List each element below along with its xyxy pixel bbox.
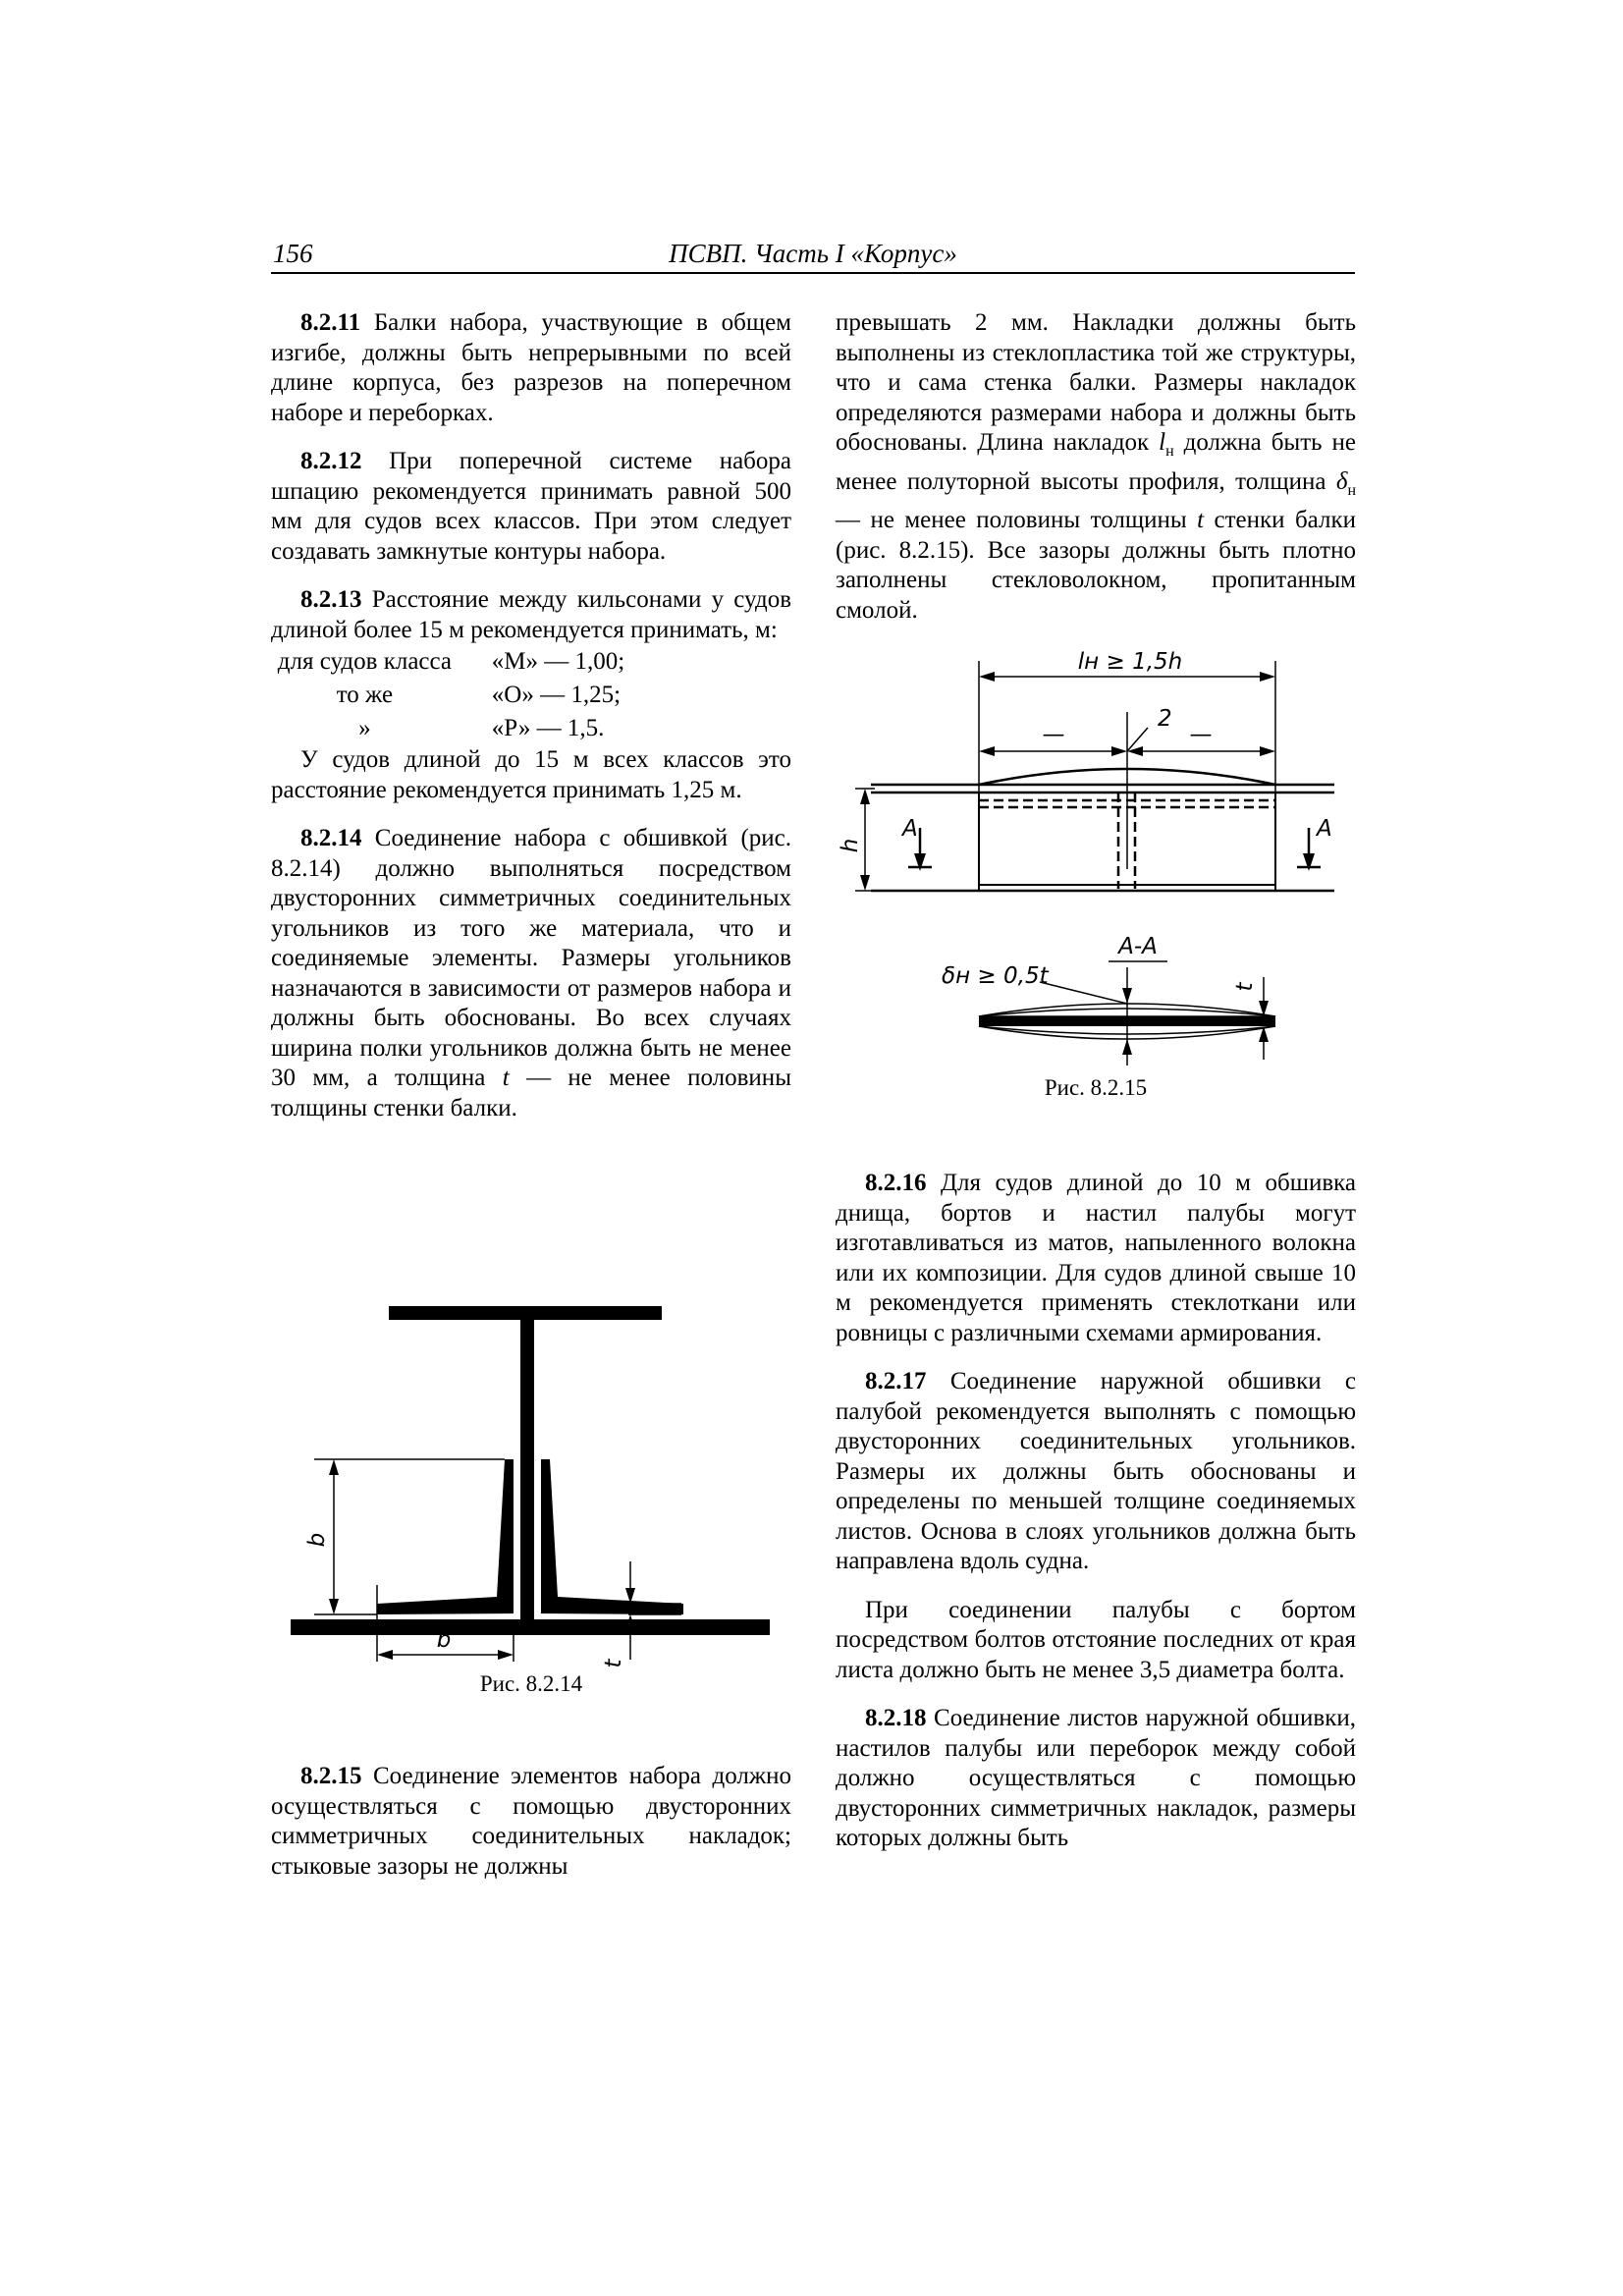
- label-b-horizontal: b: [436, 1627, 452, 1653]
- table-cell: для судов класса: [277, 648, 453, 675]
- paragraph-8-2-13-note: У судов длиной до 15 м всех классов это расстояние рекомендуется принимать 1,25 м.: [271, 746, 791, 803]
- table-cell: »: [358, 715, 371, 741]
- figure-caption: Рис. 8.2.15: [1044, 1075, 1148, 1100]
- paragraph-8-2-18: [836, 1704, 1356, 1854]
- arrowhead: [979, 746, 995, 756]
- paragraph-8-2-15: [271, 1762, 791, 1882]
- section-number: 8.2.12: [300, 448, 362, 474]
- arrowhead: [1111, 746, 1127, 756]
- figure-8-2-14: [271, 1277, 791, 1709]
- paragraph-8-2-11: [271, 308, 791, 428]
- arrowhead: [1260, 746, 1275, 756]
- label-section: А-А: [1118, 934, 1158, 959]
- paragraph-text: Соединение элементов набора должно осуществляться с помощью двусторонних симметричных соединительных накладок; стыковые зазоры не должны: [271, 1763, 792, 1880]
- arrowhead: [377, 1650, 393, 1660]
- paragraph-text: должна быть не менее полуторной высоты профиля, толщина: [836, 429, 1356, 495]
- paragraph-8-2-14: [271, 824, 791, 1123]
- leader-line: [1127, 728, 1148, 751]
- arrowhead: [1303, 853, 1315, 871]
- table-cell: то же: [336, 682, 394, 708]
- section-number: 8.2.17: [865, 1368, 927, 1394]
- leader-line: [1040, 982, 1127, 1004]
- table-cell: «О» — 1,25;: [491, 682, 622, 708]
- arrowhead: [860, 789, 870, 804]
- variable-t: t: [502, 1065, 510, 1091]
- paragraph-text: Соединение наружной обшивки с палубой рекомендуется выполнять с помощью двусторонних соединительных угольников. Размеры их должны быть обоснованы и определены по меньшей толщине соединяемых листов. Основа в слоях угольников должна быть направлена вдоль судна.: [836, 1368, 1357, 1574]
- label-b-vertical: b: [304, 1532, 330, 1548]
- section-number: 8.2.13: [300, 586, 362, 613]
- paragraph-8-2-17: [836, 1367, 1356, 1577]
- table-row: [271, 712, 791, 745]
- beam-flange: [389, 1306, 662, 1320]
- table-cell: «Р» — 1,5.: [491, 715, 605, 741]
- paragraph-8-2-17-bolts: При соединении палубы с бортом посредством болтов отстояние последних от края листа должно быть не менее 3,5 диаметра болта.: [836, 1596, 1356, 1683]
- left-column-bottom: [271, 1762, 791, 1882]
- shell-plate: [291, 1619, 770, 1635]
- right-angle: [541, 1459, 683, 1614]
- left-angle: [377, 1459, 514, 1614]
- paragraph-8-2-13: [271, 585, 791, 645]
- label-half-left: —: [1042, 722, 1065, 747]
- butt-strap-connection-drawing: [836, 643, 1356, 1066]
- label-t: t: [601, 1659, 626, 1668]
- label-t: t: [1232, 982, 1258, 992]
- label-length: lн ≥ 1,5h: [1077, 649, 1183, 675]
- running-header: [271, 239, 1355, 274]
- table-row: [271, 645, 791, 679]
- paragraph-text: Соединение листов наружной обшивки, настилов палубы или переборок между собой должно осуществляться с помощью двусторонних симметричных накладок, размеры которых должны быть: [836, 1705, 1356, 1851]
- paragraph-8-2-16: [836, 1169, 1356, 1348]
- label-h: h: [838, 838, 863, 853]
- frame-angle-connection-drawing: [271, 1277, 791, 1669]
- paragraph-text: — не менее половины толщины стенки балки.: [271, 1065, 791, 1121]
- paragraph-text: Для судов длиной до 10 м обшивка днища, бортов и настил палубы могут изготавливаться из матов, напыленного волокна или их композиции. Для судов длиной свыше 10 м рекомендуется применять стеклоткани или ровницы с различными схемами армирования.: [836, 1170, 1356, 1346]
- label-delta: δн ≥ 0,5t: [942, 963, 1049, 989]
- table-cell: «М» — 1,00;: [491, 648, 625, 675]
- label-section-left: A: [902, 816, 918, 842]
- paragraph-text: стенки балки (рис. 8.2.15). Все зазоры должны быть плотно заполнены стекловолокном, пропитанным смолой.: [836, 507, 1356, 624]
- paragraph-text: Соединение набора с обшивкой (рис. 8.2.14) должно выполняться посредством двусторонних симметричных соединительных угольников из того же материала, что и соединяемые элементы. Размеры угольников назначаются в зависимости от размеров набора и должны быть обоснованы. Во всех случаях ширина полки угольников должна быть не менее 30 мм, а толщина: [271, 825, 791, 1091]
- right-column-bottom: [836, 1169, 1356, 1854]
- paragraph-text: — не менее половины толщины: [836, 507, 1198, 533]
- paragraph-8-2-15-cont: [836, 308, 1356, 626]
- paragraph-text: превышать 2 мм. Накладки должны быть выполнены из стеклопластика той же структуры, что и сама стенка балки. Размеры накладок определяются размерами набора и должны быть обоснованы. Длина накладок: [836, 309, 1356, 456]
- left-column: [271, 308, 791, 1123]
- arrowhead: [1122, 988, 1132, 1004]
- running-title: ПСВП. Часть I «Корпус»: [669, 239, 957, 268]
- paragraph-text: Расстояние между кильсонами у судов длиной более 15 м рекомендуется принимать, м:: [271, 586, 792, 643]
- arrowhead: [979, 672, 995, 682]
- table-row: [271, 679, 791, 712]
- page-number: 156: [273, 239, 313, 268]
- paragraph-text: Балки набора, участвующие в общем изгибе, должны быть непрерывными по всей длине корпуса, без разрезов на поперечном наборе и переборках.: [271, 309, 791, 426]
- variable-l: l: [1159, 429, 1166, 456]
- section-number: 8.2.15: [300, 1763, 362, 1789]
- figure-8-2-15: [836, 643, 1356, 1115]
- section-number: 8.2.18: [865, 1705, 927, 1731]
- arrowhead: [329, 1599, 339, 1614]
- paragraph-8-2-12: [271, 447, 791, 567]
- variable-t: t: [1197, 507, 1205, 533]
- arrowhead: [498, 1650, 514, 1660]
- figure-caption: Рис. 8.2.14: [479, 1671, 583, 1696]
- right-column: [836, 308, 1356, 626]
- label-gap: 2: [1158, 706, 1172, 732]
- label-half-right: —: [1189, 722, 1213, 747]
- section-number: 8.2.14: [300, 825, 362, 851]
- keelson-spacing-table: [271, 645, 791, 745]
- arrowhead: [1122, 1039, 1132, 1055]
- subscript-n: н: [1347, 481, 1356, 499]
- variable-delta: δ: [1335, 467, 1348, 495]
- arrowhead: [1260, 672, 1275, 682]
- beam-web: [520, 1320, 534, 1632]
- section-number: 8.2.16: [865, 1170, 927, 1196]
- arrowhead: [329, 1459, 339, 1475]
- subscript-n: н: [1165, 443, 1174, 460]
- label-section-right: A: [1317, 816, 1332, 842]
- section-number: 8.2.11: [300, 309, 361, 336]
- arrowhead: [860, 875, 870, 891]
- arrowhead: [914, 853, 926, 871]
- paragraph-text: При поперечной системе набора шпацию рекомендуется принимать равной 500 мм для судов всех классов. При этом следует создавать замкнутые контуры набора.: [271, 448, 791, 565]
